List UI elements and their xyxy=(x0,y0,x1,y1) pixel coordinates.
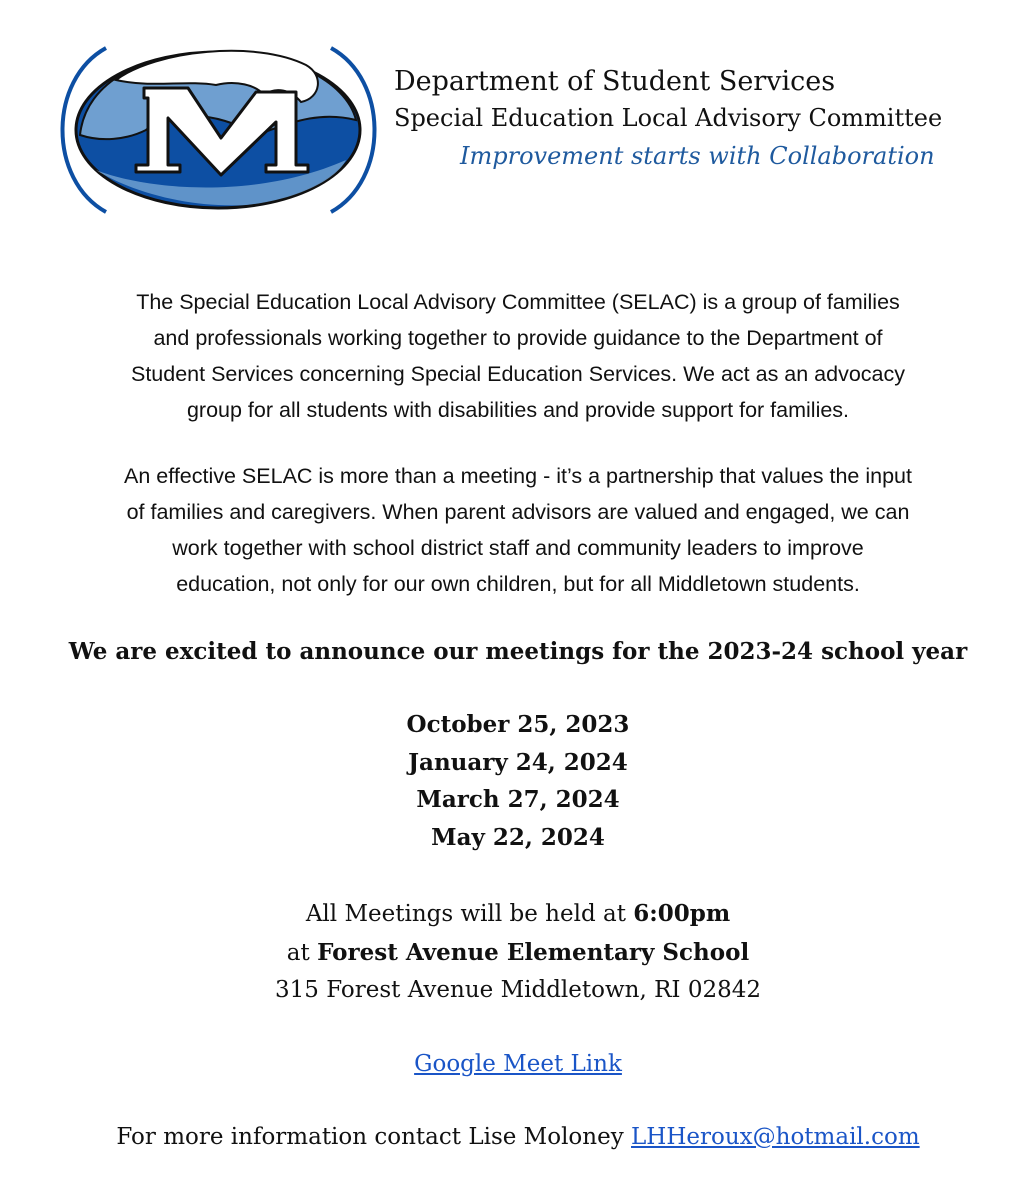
announcement-heading: We are excited to announce our meetings for the 2023-24 school year xyxy=(68,638,968,665)
paragraph-line: education, not only for our own children, but for all Middletown students. xyxy=(176,572,860,596)
paragraph-line: group for all students with disabilities and provide support for families. xyxy=(186,398,850,422)
paragraph-line: Student Services concerning Special Education Services. We act as an advocacy xyxy=(130,362,906,386)
google-meet-section xyxy=(20,1045,1016,1083)
department-name: Department of Student Services xyxy=(394,66,836,97)
meeting-time: 6:00pm xyxy=(633,900,731,927)
meeting-location xyxy=(20,895,1016,1010)
letterhead xyxy=(394,64,1014,176)
tagline: Improvement starts with Collaboration xyxy=(460,142,935,170)
meeting-address: 315 Forest Avenue Middletown, RI 02842 xyxy=(275,977,761,1003)
intro-paragraph-2 xyxy=(40,458,996,602)
place-prefix: at xyxy=(286,939,310,966)
middletown-m-wave-logo-icon xyxy=(56,40,386,220)
meeting-dates-list xyxy=(20,706,1016,856)
meeting-date: January 24, 2024 xyxy=(408,748,628,776)
meeting-place-line xyxy=(20,934,1016,973)
time-prefix: All Meetings will be held at xyxy=(305,901,626,927)
meeting-date: October 25, 2023 xyxy=(406,711,630,738)
paragraph-line: work together with school district staff and community leaders to improve xyxy=(172,536,864,560)
meeting-place: Forest Avenue Elementary School xyxy=(317,938,750,966)
contact-line xyxy=(20,1118,1016,1156)
meeting-time-line xyxy=(20,895,1016,934)
contact-prefix: For more information contact Lise Moloney xyxy=(116,1124,624,1150)
district-logo xyxy=(56,40,386,220)
intro-paragraph-1 xyxy=(40,284,996,428)
meeting-date: May 22, 2024 xyxy=(431,823,605,851)
google-meet-link[interactable]: Google Meet Link xyxy=(414,1051,622,1077)
meeting-date: March 27, 2024 xyxy=(416,786,620,813)
paragraph-line: The Special Education Local Advisory Committee (SELAC) is a group of families xyxy=(136,290,900,314)
contact-email-link[interactable]: LHHeroux@hotmail.com xyxy=(631,1124,920,1150)
paragraph-line: and professionals working together to provide guidance to the Department of xyxy=(153,326,883,350)
committee-name: Special Education Local Advisory Committee xyxy=(394,104,943,132)
paragraph-line: An effective SELAC is more than a meeting - it’s a partnership that values the input xyxy=(124,464,912,488)
paragraph-line: of families and caregivers. When parent advisors are valued and engaged, we can xyxy=(126,500,910,524)
